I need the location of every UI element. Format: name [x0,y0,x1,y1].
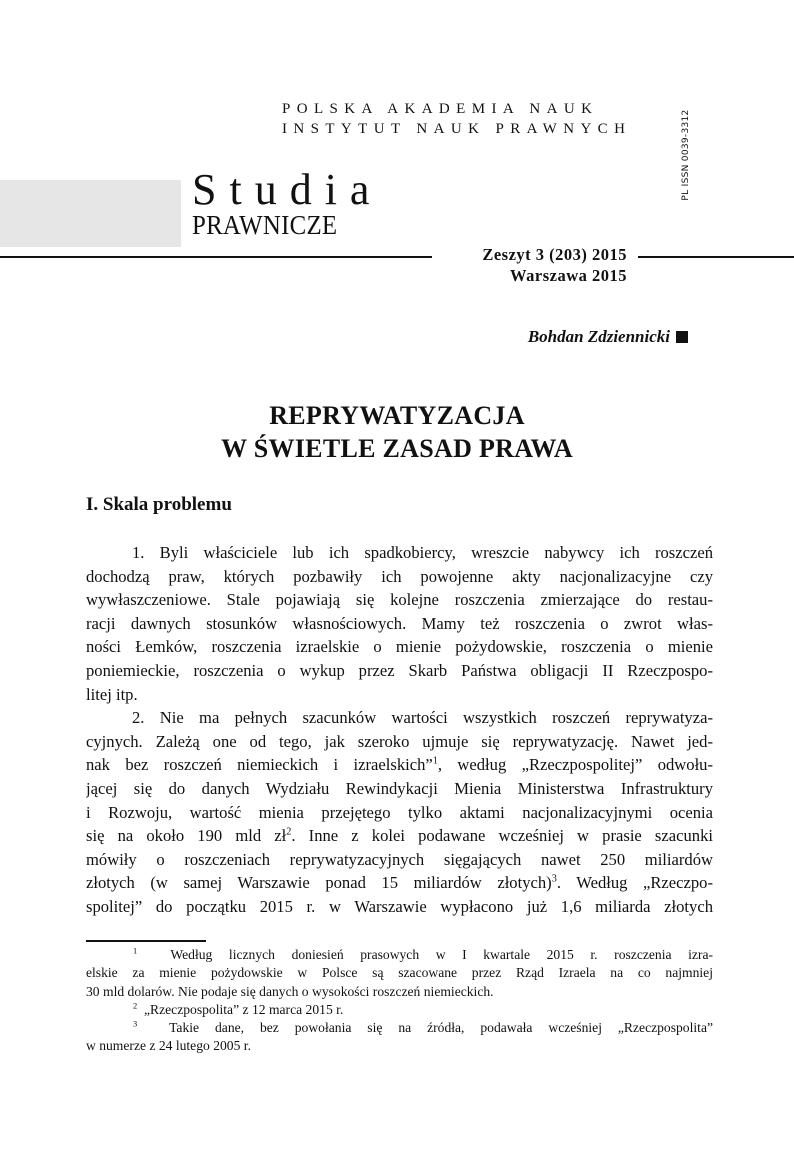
body-line [86,824,713,848]
footnote-ref-3[interactable]: 3 [551,873,557,885]
issue-place-year: Warszawa 2015 [510,266,627,285]
body-text: złotych (w samej Warszawie ponad 15 miliardów złotych) [86,873,552,893]
body-line: dochodzą praw, których pozbawiły ich powojenne akty nacjonalizacyjne czy [86,566,713,586]
footnote-ref-1[interactable]: 1 [432,755,438,767]
footnote-mark-1: 1 [133,946,138,956]
institution-name: POLSKA AKADEMIA NAUK [282,101,599,117]
institute-name: INSTYTUT NAUK PRAWNYCH [282,121,632,137]
body-text: , według „Rzeczpospolitej” odwołu- [437,755,713,775]
footnote-text: „Rzeczpospolita” z 12 marca 2015 r. [144,1001,344,1017]
body-text: . Według „Rzeczpo- [556,873,713,893]
body-line: spolitej” do początku 2015 r. w Warszawie wypłacono już 1,6 miliarda złotych [86,896,713,916]
issn-text: PL ISSN 0039-3312 [681,109,691,201]
body-text: się na około 190 mld zł [86,826,287,846]
footnote-line: 30 mld dolarów. Nie podaje się danych o wysokości roszczeń niemieckich. [86,983,494,999]
article-title-line1: REPRYWATYZACJA [269,401,525,430]
body-line: mówiły o roszczeniach reprywatyzacyjnych sięgających nawet 250 miliardów [86,849,713,869]
issue-number: Zeszyt 3 (203) 2015 [482,245,627,264]
footnote-1 [86,946,713,964]
body-line: litej itp. [86,684,138,704]
body-line: racji dawnych stosunków własnościowych. Mamy też roszczenia o zwrot włas- [86,613,713,633]
body-line: cyjnych. Zależą one od tego, jak szeroko ujmuje się reprywatyzację. Nawet jed- [86,731,713,751]
footnote-3 [86,1019,713,1037]
footnote-separator [86,940,206,942]
body-line [86,753,713,777]
footnotes [86,946,713,1056]
body-line [86,871,713,895]
footnote-mark-2: 2 [133,1000,138,1011]
article-title-line2: W ŚWIETLE ZASAD PRAWA [221,434,573,463]
journal-name-studia: Studia [192,165,383,214]
journal-logo-block [0,180,181,247]
author-name: Bohdan Zdziennicki [527,327,670,346]
header-rule-right [638,256,794,258]
footnote-text: Takie dane, bez powołania się na źródła, podawała wcześniej „Rzeczpospolita” [169,1020,713,1036]
body-line: wywłaszczeniowe. Stale pojawiają się kolejne roszczenia zmierzające do restau- [86,590,713,610]
footnote-text: Według licznych doniesień prasowych w I kwartale 2015 r. roszczenia izra- [170,947,713,962]
body-line: 2. Nie ma pełnych szacunków wartości wszystkich roszczeń reprywatyza- [132,708,713,728]
issn-label [676,100,696,210]
square-bullet-icon [676,331,688,343]
footnote-ref-2[interactable]: 2 [286,826,292,838]
body-line: ności Łemków, roszczenia izraelskie o mienie pożydowskie, roszczenia o mienie [86,637,713,657]
body-line: 1. Byli właściciele lub ich spadkobiercy, wreszcie nabywcy ich roszczeń [132,543,713,562]
footnote-mark-3: 3 [133,1019,138,1029]
body-line: jącej się do danych Wydziału Rewindykacji Mienia Ministerstwa Infrastruktury [86,778,713,798]
footnote-line: w numerze z 24 lutego 2005 r. [86,1038,251,1054]
header-rule-left [0,256,432,258]
section-heading: I. Skala problemu [86,494,232,515]
body-line: poniemieckie, roszczenia o wykup przez Skarb Państwa obligacji II Rzeczpospo- [86,660,713,680]
body-text: . Inne z kolei podawane wcześniej w prasie szacunki [291,826,713,846]
footnote-line: elskie za mienie pożydowskie w Polsce są szacowane przez Rząd Izraela na co najmniej [86,965,713,981]
article-body [86,541,713,919]
body-text: nak bez roszczeń niemieckich i izraelskich” [86,755,433,775]
body-line: i Rozwoju, wartość mienia przejętego tylko aktami nacjonalizacyjnymi ocenia [86,802,713,822]
author-line [528,327,688,347]
journal-name-prawnicze: PRAWNICZE [192,210,338,240]
footnote-2 [86,1001,713,1019]
